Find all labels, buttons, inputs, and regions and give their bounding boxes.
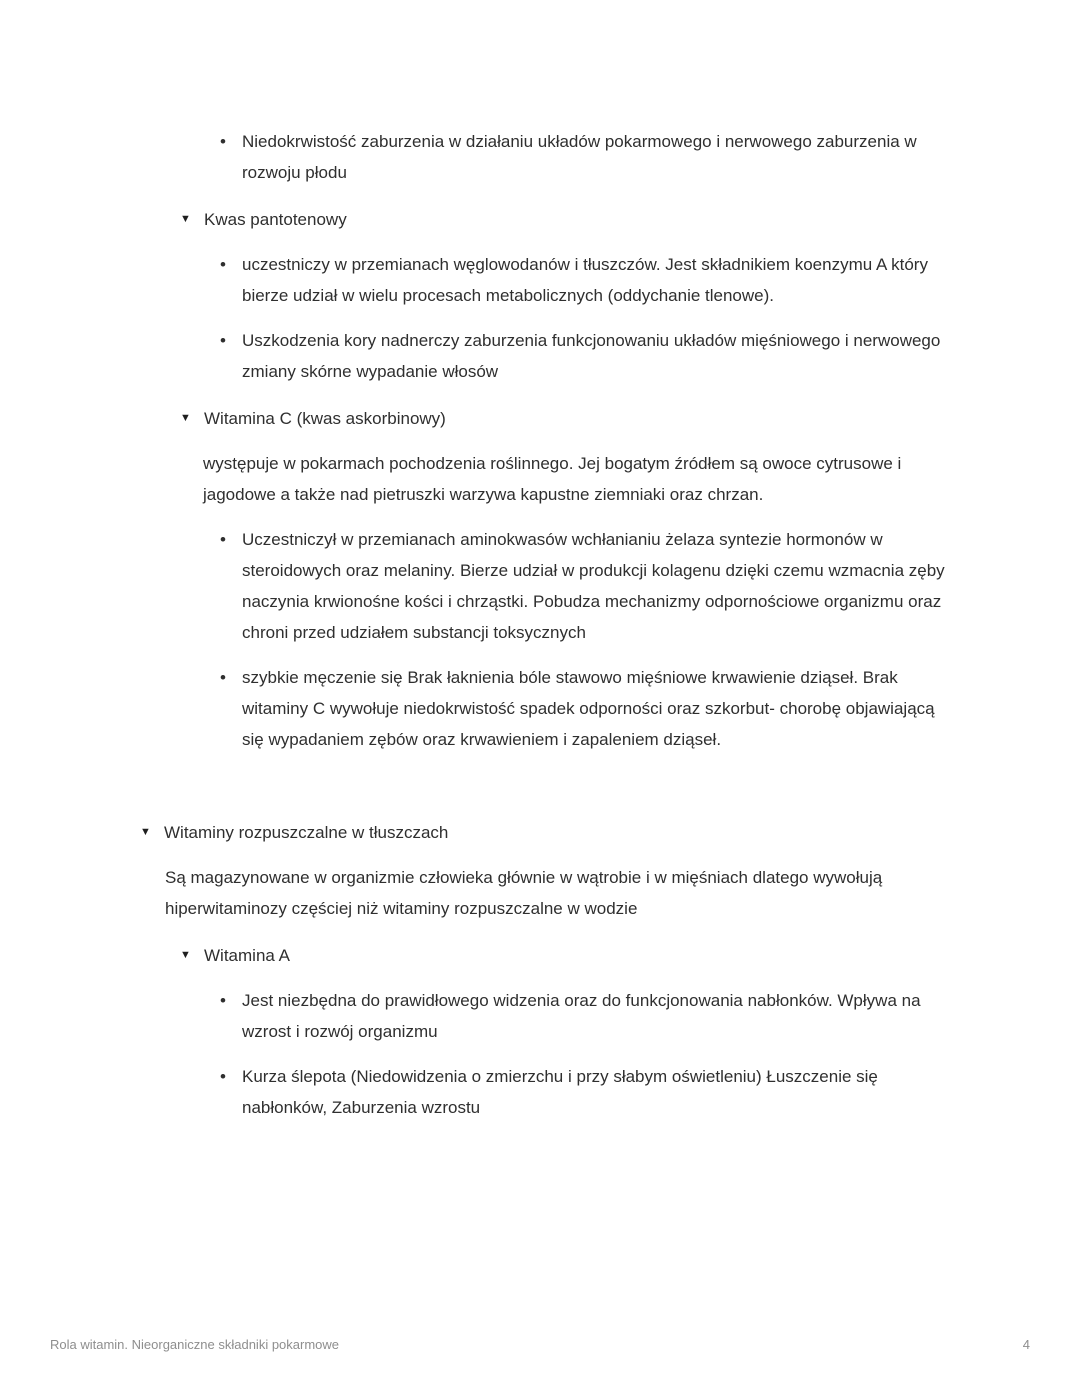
bullet-item-niedokrwistosc: [220, 126, 950, 188]
toggle-triangle-icon[interactable]: ▼: [180, 949, 191, 961]
toggle-witamina-c[interactable]: [180, 403, 950, 434]
toggle-title: Witamina C (kwas askorbinowy): [204, 409, 446, 428]
bullet-marker: •: [220, 991, 226, 1010]
footer-document-title: Rola witamin. Nieorganiczne składniki pokarmowe: [50, 1337, 340, 1352]
bullet-text: Niedokrwistość zaburzenia w działaniu układów pokarmowego i nerwowego zaburzenia w rozwoju płodu: [242, 132, 917, 182]
footer-page-number: 4: [1022, 1337, 1030, 1352]
bullet-marker: •: [220, 132, 226, 151]
toggle-title: Witamina A: [204, 946, 290, 965]
bullet-item: [220, 662, 950, 755]
bullet-marker: •: [220, 1067, 226, 1086]
bullet-item: [220, 985, 950, 1047]
toggle-kwas-pantotenowy[interactable]: [180, 204, 950, 235]
bullet-item: [220, 524, 950, 648]
bullet-item: [220, 249, 950, 311]
bullet-text: Jest niezbędna do prawidłowego widzenia oraz do funkcjonowania nabłonków. Wpływa na wzrost i rozwój organizmu: [242, 991, 921, 1041]
toggle-triangle-icon[interactable]: ▼: [140, 826, 151, 838]
bullet-marker: •: [220, 255, 226, 274]
toggle-title: Witaminy rozpuszczalne w tłuszczach: [164, 823, 449, 842]
page-footer: [50, 1337, 1030, 1353]
toggle-title: Kwas pantotenowy: [204, 210, 347, 229]
toggle-witaminy-tluszczowe[interactable]: [140, 817, 950, 848]
bullet-item: [220, 1061, 950, 1123]
bullet-marker: •: [220, 331, 226, 350]
paragraph-witamina-c-intro: występuje w pokarmach pochodzenia roślinnego. Jej bogatym źródłem są owoce cytrusowe i jagodowe a także nad pietruszki warzywa kapustne ziemniaki oraz chrzan.: [203, 454, 902, 504]
bullet-text: Uczestniczył w przemianach aminokwasów wchłanianiu żelaza syntezie hormonów w steroidowych oraz melaniny. Bierze udział w produkcji kolagenu dzięki czemu wzmacnia zęby naczynia krwionośne kości i chrząstki. Pobudza mechanizmy odpornościowe organizmu oraz chroni przed udziałem substancji toksycznych: [242, 530, 945, 642]
toggle-triangle-icon[interactable]: ▼: [180, 213, 191, 225]
bullet-text: uczestniczy w przemianach węglowodanów i tłuszczów. Jest składnikiem koenzymu A który bierze udział w wielu procesach metabolicznych (oddychanie tlenowe).: [242, 255, 928, 305]
toggle-triangle-icon[interactable]: ▼: [180, 412, 191, 424]
bullet-marker: •: [220, 668, 226, 687]
bullet-marker: •: [220, 530, 226, 549]
paragraph-tluszczowe-intro: Są magazynowane w organizmie człowieka głównie w wątrobie i w mięśniach dlatego wywołują hiperwitaminozy częściej niż witaminy rozpuszczalne w wodzie: [165, 868, 883, 918]
bullet-text: Kurza ślepota (Niedowidzenia o zmierzchu i przy słabym oświetleniu) Łuszczenie się nabłonków, Zaburzenia wzrostu: [242, 1067, 878, 1117]
bullet-item: [220, 325, 950, 387]
toggle-witamina-a[interactable]: [180, 940, 950, 971]
bullet-text: Uszkodzenia kory nadnerczy zaburzenia funkcjonowaniu układów mięśniowego i nerwowego zmiany skórne wypadanie włosów: [242, 331, 941, 381]
bullet-text: szybkie męczenie się Brak łaknienia bóle stawowo mięśniowe krwawienie dziąseł. Brak witaminy C wywołuje niedokrwistość spadek odporności oraz szkorbut- chorobę objawiającą się wypadaniem zębów oraz krwawieniem i zapaleniem dziąseł.: [242, 668, 935, 749]
